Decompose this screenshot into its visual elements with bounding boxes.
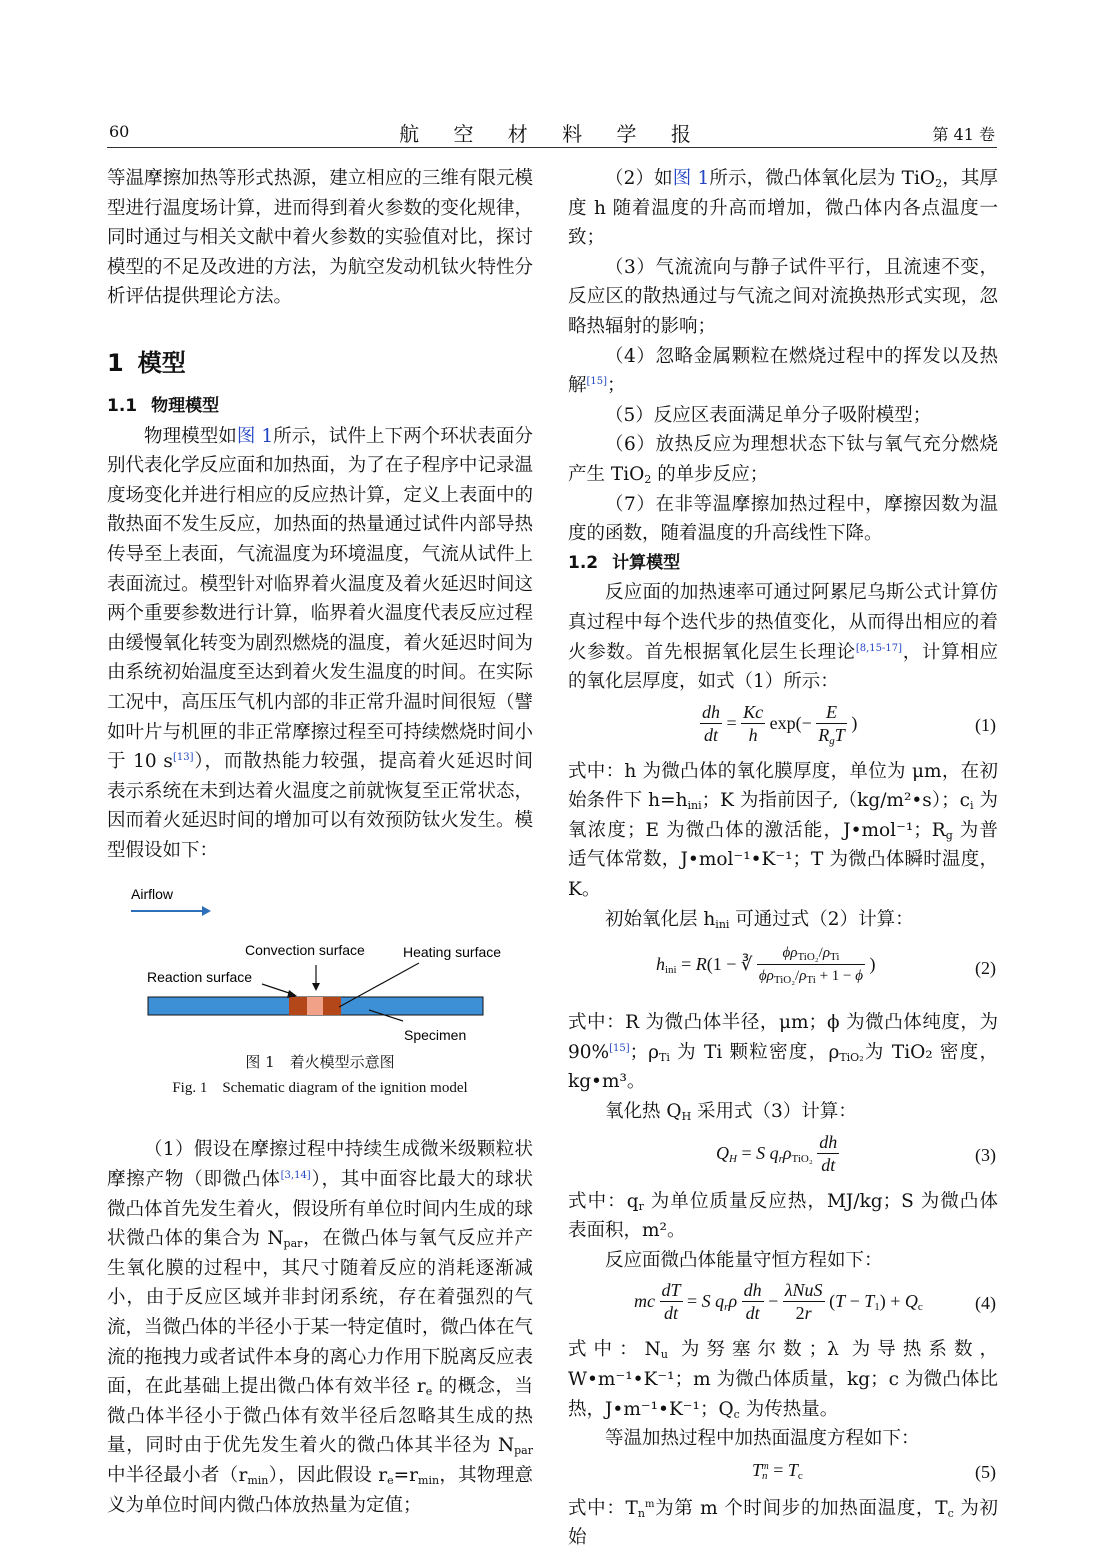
model-paragraph: 物理模型如图 1所示，试件上下两个环状表面分别代表化学反应面和加热面，为了在子程序中记录温度场变化并进行相应的反应热计算，定义上表面中的散热面不发生反应，加热面的热量通过试件内部导热传导至上表面，气流温度为环境温度，气流从试件上表面流过。模型针对临界着火温度及着火延迟时间这两个重要参数进行计算，临界着火温度代表反应过程由缓慢氧化转变为剧烈燃烧的温度，着火延迟时间为由系统初始温度至达到着火发生温度的时间。在实际工况中，高压压气机内部的非正常升温时间很短（譬如叶片与机匣的非正常摩擦过程至可持续燃烧时间小于 10 s[13]），而散热能力较强，提高着火延迟时间表示系统在未到达着火温度之前就恢复至正常状态，因而着火延迟时间的增加可以有效预防钛火发生。模型假设如下： [107, 425, 533, 861]
citation[interactable]: [15] [609, 1042, 630, 1054]
section-number: 1 [107, 348, 124, 377]
init-oxide-paragraph: 初始氧化层 $h_{ini}$ 可通过式（2）计算： [605, 908, 914, 931]
airflow-label: Airflow [131, 886, 174, 903]
section-title: 模型 [137, 348, 186, 377]
equation-5: $T_n^m = T_c$ (5) [752, 1459, 996, 1482]
convection-surface [307, 997, 323, 1015]
ignition-model-diagram [107, 883, 533, 1044]
assumption-1: （1）假设在摩擦过程中持续生成微米级颗粒状摩擦产物（即微凸体[3,14]），其中面容比最大的球状微凸体首先发生着火，假设所有单位时间内生成的球状微凸体的集合为 $N_{par}$，在微凸体与氧气反应并产生氧化膜的过程中，其尺寸随着反应的消耗逐渐减小，由于反应区域并非封闭系统，存在着强烈的气流，当微凸体的半径小于某一特定值时，微凸体在气流的拖拽力或者试件本身的离心力作用下脱离反应表面，在此基础上提出微凸体有效半径 $r_e$ 的概念，当微凸体半径小于微凸体有效半径后忽略其生成的热量，同时由于优先发生着火的微凸体其半径为 $N_{par}$ 中半径最小者$(r_{min})$，因此假设 $r_e=r_{min}$，其物理意义为单位时间内微凸体放热量为定值； [107, 1139, 533, 1516]
intro-paragraph: 等温摩擦加热等形式热源，建立相应的三维有限元模型进行温度场计算，进而得到着火参数的变化规律，同时通过与相关文献中着火参数的实验值对比，探讨模型的不足及改进的方法，为航空发动机钛火特性分析评估提供理论方法。 [107, 168, 533, 308]
isothermal-paragraph: 等温加热过程中加热面温度方程如下： [605, 1428, 920, 1450]
journal-title: 航 空 材 料 学 报 [399, 122, 705, 146]
equation-number: (1) [975, 714, 996, 735]
where-4: 式中：$N_u$ 为努塞尔数；λ 为导热系数，W•m⁻¹•K⁻¹；m 为微凸体质量，kg；c 为微凸体比热，J•m⁻¹•K⁻¹；$Q_c$ 为传热量。 [568, 1339, 998, 1421]
subsection-title: 计算模型 [612, 552, 681, 573]
volume-label: 第 41 卷 [932, 125, 995, 144]
oxide-heat-paragraph: 氧化热 $Q_H$ 采用式（3）计算： [605, 1101, 857, 1124]
equation-3: $Q_H = S$ $q_r\rho_{TiO_2}$ $\frac{dh}{dt}$ (3) [716, 1131, 996, 1175]
assumption-4: （4）忽略金属颗粒在燃烧过程中的挥发以及热解[15]； [568, 345, 998, 397]
where-1: 式中：h 为微凸体的氧化膜厚度，单位为 μm，在初始条件下 $h=h_{ini}$；K 为指前因子,（kg/m²•s）；$c_i$ 为氧浓度；E 为微凸体的激活能，J•mol⁻¹；$R_g$ 为普适气体常数，J•mol⁻¹•K⁻¹；T 为微凸体瞬时温度，K。 [568, 760, 998, 901]
calc-paragraph: 反应面的加热速率可通过阿累尼乌斯公式计算仿真过程中每个迭代步的热值变化，从而得出相应的着火参数。首先根据氧化层生长理论[8,15-17]，计算相应的氧化层厚度，如式（1）所示： [568, 582, 998, 693]
convection-pointer-head [312, 983, 320, 991]
specimen-label: Specimen [404, 1027, 467, 1044]
where-2: 式中：R 为微凸体半径，μm；ϕ 为微凸体纯度，为 90%[15]；$\rho_{Ti}$ 为 Ti 颗粒密度，$\rho_{TiO_2}$为 TiO₂ 密度，kg•m³。 [568, 1012, 998, 1093]
right-column [568, 164, 998, 1553]
figure-1 [107, 883, 533, 1135]
convection-label: Convection surface [245, 942, 365, 959]
citation[interactable]: [3,14] [280, 1170, 311, 1182]
subsection-heading [568, 549, 998, 579]
equation-number: (3) [975, 1144, 996, 1165]
reaction-pointer [262, 984, 292, 994]
assumption-3: （3）气流流向与静子试件平行，且流速不变，反应区的散热通过与气流之间对流换热形式实现，忽略热辐射的影响； [568, 256, 998, 337]
citation[interactable]: [15] [586, 376, 608, 388]
assumption-6: （6）放热反应为理想状态下钛与氧气充分燃烧产生 TiO$_2$ 的单步反应； [568, 434, 998, 486]
heating-label: Heating surface [403, 944, 502, 961]
equation-4: mc $\frac{dT}{dt}$ = S $q_r\rho$ $\frac{dh}{dt}$ − $\frac{\text{λNuS}}{2r}$ $(T - T_1) + Q_c$ (4) [634, 1280, 996, 1324]
running-header [107, 116, 997, 146]
subsection-number: 1.2 [568, 552, 599, 573]
reaction-surface-right [323, 997, 341, 1015]
equation-2: $h_{ini} = R(1$ − ∛ $\frac{\phi\rho_{TiO_2}/\rho_{Ti}}{\phi\rho_{TiO_2}/\rho_{Ti} + 1 - \phi}$ ) (2) [656, 945, 996, 987]
reaction-surface-left [289, 997, 307, 1015]
subsection-heading [107, 392, 533, 422]
reaction-label: Reaction surface [147, 969, 253, 986]
figure-link[interactable]: 图 1 [672, 168, 710, 189]
equation-1: $\frac{dh}{dt}$ = $\frac{Kc}{h}$ exp(− $\frac{E}{R_gT}$ ) (1) [702, 701, 996, 747]
equation-number: (2) [975, 958, 996, 979]
assumption-2: （2）如图 1所示，微凸体氧化层为 TiO$_2$，其厚度 h 随着温度的升高而增加，微凸体内各点温度一致； [568, 168, 998, 249]
page-number: 60 [109, 122, 130, 141]
left-column [107, 164, 533, 1520]
equation-number: (5) [975, 1461, 996, 1482]
figure-caption-cn: 图 1 着火模型示意图 [245, 1053, 395, 1072]
figure-caption-en: Fig. 1 Schematic diagram of the ignition model [172, 1080, 468, 1097]
subsection-number: 1.1 [107, 395, 138, 416]
assumption-7: （7）在非等温摩擦加热过程中，摩擦因数为温度的函数，随着温度的升高线性下降。 [568, 493, 998, 545]
figure-link[interactable]: 图 1 [236, 425, 274, 447]
where-5: 式中：$T_n^m$为第 m 个时间步的加热面温度，$T_c$ 为初始 [568, 1497, 998, 1549]
citation[interactable]: [8,15-17] [855, 642, 903, 654]
section-heading [107, 340, 533, 386]
header-rule [107, 147, 997, 148]
subsection-title: 物理模型 [151, 395, 220, 416]
citation[interactable]: [13] [172, 752, 194, 764]
equation-number: (4) [975, 1293, 996, 1314]
where-3: 式中：$q_r$ 为单位质量反应热，MJ/kg；S 为微凸体表面积，m²。 [568, 1190, 998, 1242]
assumption-5: （5）反应区表面满足单分子吸附模型； [605, 404, 932, 426]
energy-paragraph: 反应面微凸体能量守恒方程如下： [605, 1249, 883, 1271]
airflow-arrowhead [202, 906, 211, 916]
